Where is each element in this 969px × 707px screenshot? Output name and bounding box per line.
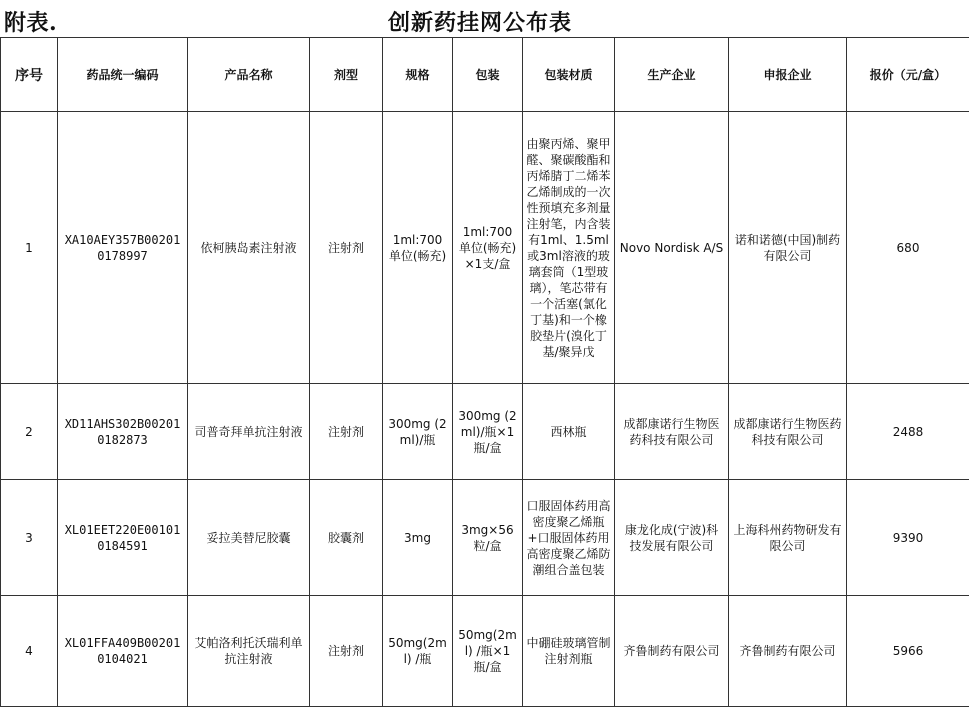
cell-code[interactable]: XA10AEY357B002010178997 <box>58 112 188 384</box>
cell-material[interactable]: 中硼硅玻璃管制注射剂瓶 <box>523 596 615 707</box>
cell-spec[interactable]: 300mg (2ml)/瓶 <box>383 384 453 480</box>
col-header-seq[interactable]: 序号 <box>1 38 58 112</box>
cell-maker[interactable]: 成都康诺行生物医药科技有限公司 <box>615 384 729 480</box>
cell-form[interactable]: 胶囊剂 <box>310 480 383 596</box>
cell-material[interactable]: 由聚丙烯、聚甲醛、聚碳酸酯和丙烯腈丁二烯苯乙烯制成的一次性预填充多剂量注射笔，内含装有1ml、1.5ml或3ml溶液的玻璃套筒（1型玻璃），笔芯带有一个活塞(氯化丁基)和一个橡胶垫片(溴化丁基/聚异戊 <box>523 112 615 384</box>
cell-code[interactable]: XL01FFA409B002010104021 <box>58 596 188 707</box>
cell-price[interactable]: 680 <box>847 112 969 384</box>
cell-form[interactable]: 注射剂 <box>310 596 383 707</box>
cell-pack[interactable]: 1ml:700单位(畅充)×1支/盒 <box>453 112 523 384</box>
cell-seq[interactable]: 1 <box>1 112 58 384</box>
table-row <box>1 384 969 480</box>
appendix-label: 附表. <box>4 6 57 37</box>
cell-spec[interactable]: 3mg <box>383 480 453 596</box>
cell-form[interactable]: 注射剂 <box>310 112 383 384</box>
table-header-row <box>1 38 969 112</box>
col-header-pack[interactable]: 包装 <box>453 38 523 112</box>
cell-applicant[interactable]: 齐鲁制药有限公司 <box>729 596 847 707</box>
cell-applicant[interactable]: 上海科州药物研发有限公司 <box>729 480 847 596</box>
cell-seq[interactable]: 2 <box>1 384 58 480</box>
cell-form[interactable]: 注射剂 <box>310 384 383 480</box>
cell-maker[interactable]: 康龙化成(宁波)科技发展有限公司 <box>615 480 729 596</box>
cell-name[interactable]: 艾帕洛利托沃瑞利单抗注射液 <box>188 596 310 707</box>
cell-name[interactable]: 司普奇拜单抗注射液 <box>188 384 310 480</box>
page-title: 创新药挂网公布表 <box>388 6 572 37</box>
col-header-name[interactable]: 产品名称 <box>188 38 310 112</box>
col-header-code[interactable]: 药品统一编码 <box>58 38 188 112</box>
cell-code[interactable]: XL01EET220E001010184591 <box>58 480 188 596</box>
cell-price[interactable]: 9390 <box>847 480 969 596</box>
table-row <box>1 596 969 707</box>
cell-price[interactable]: 2488 <box>847 384 969 480</box>
cell-seq[interactable]: 3 <box>1 480 58 596</box>
table-row <box>1 112 969 384</box>
sheet-header <box>0 0 969 36</box>
cell-applicant[interactable]: 成都康诺行生物医药科技有限公司 <box>729 384 847 480</box>
cell-seq[interactable]: 4 <box>1 596 58 707</box>
cell-maker[interactable]: Novo Nordisk A/S <box>615 112 729 384</box>
drug-table <box>0 37 969 707</box>
col-header-price[interactable]: 报价（元/盒） <box>847 38 969 112</box>
cell-material[interactable]: 口服固体药用高密度聚乙烯瓶+口服固体药用高密度聚乙烯防潮组合盖包装 <box>523 480 615 596</box>
cell-spec[interactable]: 50mg(2ml) /瓶 <box>383 596 453 707</box>
cell-pack[interactable]: 300mg (2ml)/瓶×1瓶/盒 <box>453 384 523 480</box>
cell-name[interactable]: 依柯胰岛素注射液 <box>188 112 310 384</box>
cell-name[interactable]: 妥拉美替尼胶囊 <box>188 480 310 596</box>
col-header-material[interactable]: 包装材质 <box>523 38 615 112</box>
cell-maker[interactable]: 齐鲁制药有限公司 <box>615 596 729 707</box>
cell-price[interactable]: 5966 <box>847 596 969 707</box>
cell-pack[interactable]: 50mg(2ml) /瓶×1瓶/盒 <box>453 596 523 707</box>
cell-spec[interactable]: 1ml:700单位(畅充) <box>383 112 453 384</box>
col-header-spec[interactable]: 规格 <box>383 38 453 112</box>
col-header-maker[interactable]: 生产企业 <box>615 38 729 112</box>
cell-code[interactable]: XD11AHS302B002010182873 <box>58 384 188 480</box>
cell-material[interactable]: 西林瓶 <box>523 384 615 480</box>
cell-applicant[interactable]: 诺和诺德(中国)制药有限公司 <box>729 112 847 384</box>
col-header-applicant[interactable]: 申报企业 <box>729 38 847 112</box>
col-header-form[interactable]: 剂型 <box>310 38 383 112</box>
table-row <box>1 480 969 596</box>
cell-pack[interactable]: 3mg×56粒/盒 <box>453 480 523 596</box>
